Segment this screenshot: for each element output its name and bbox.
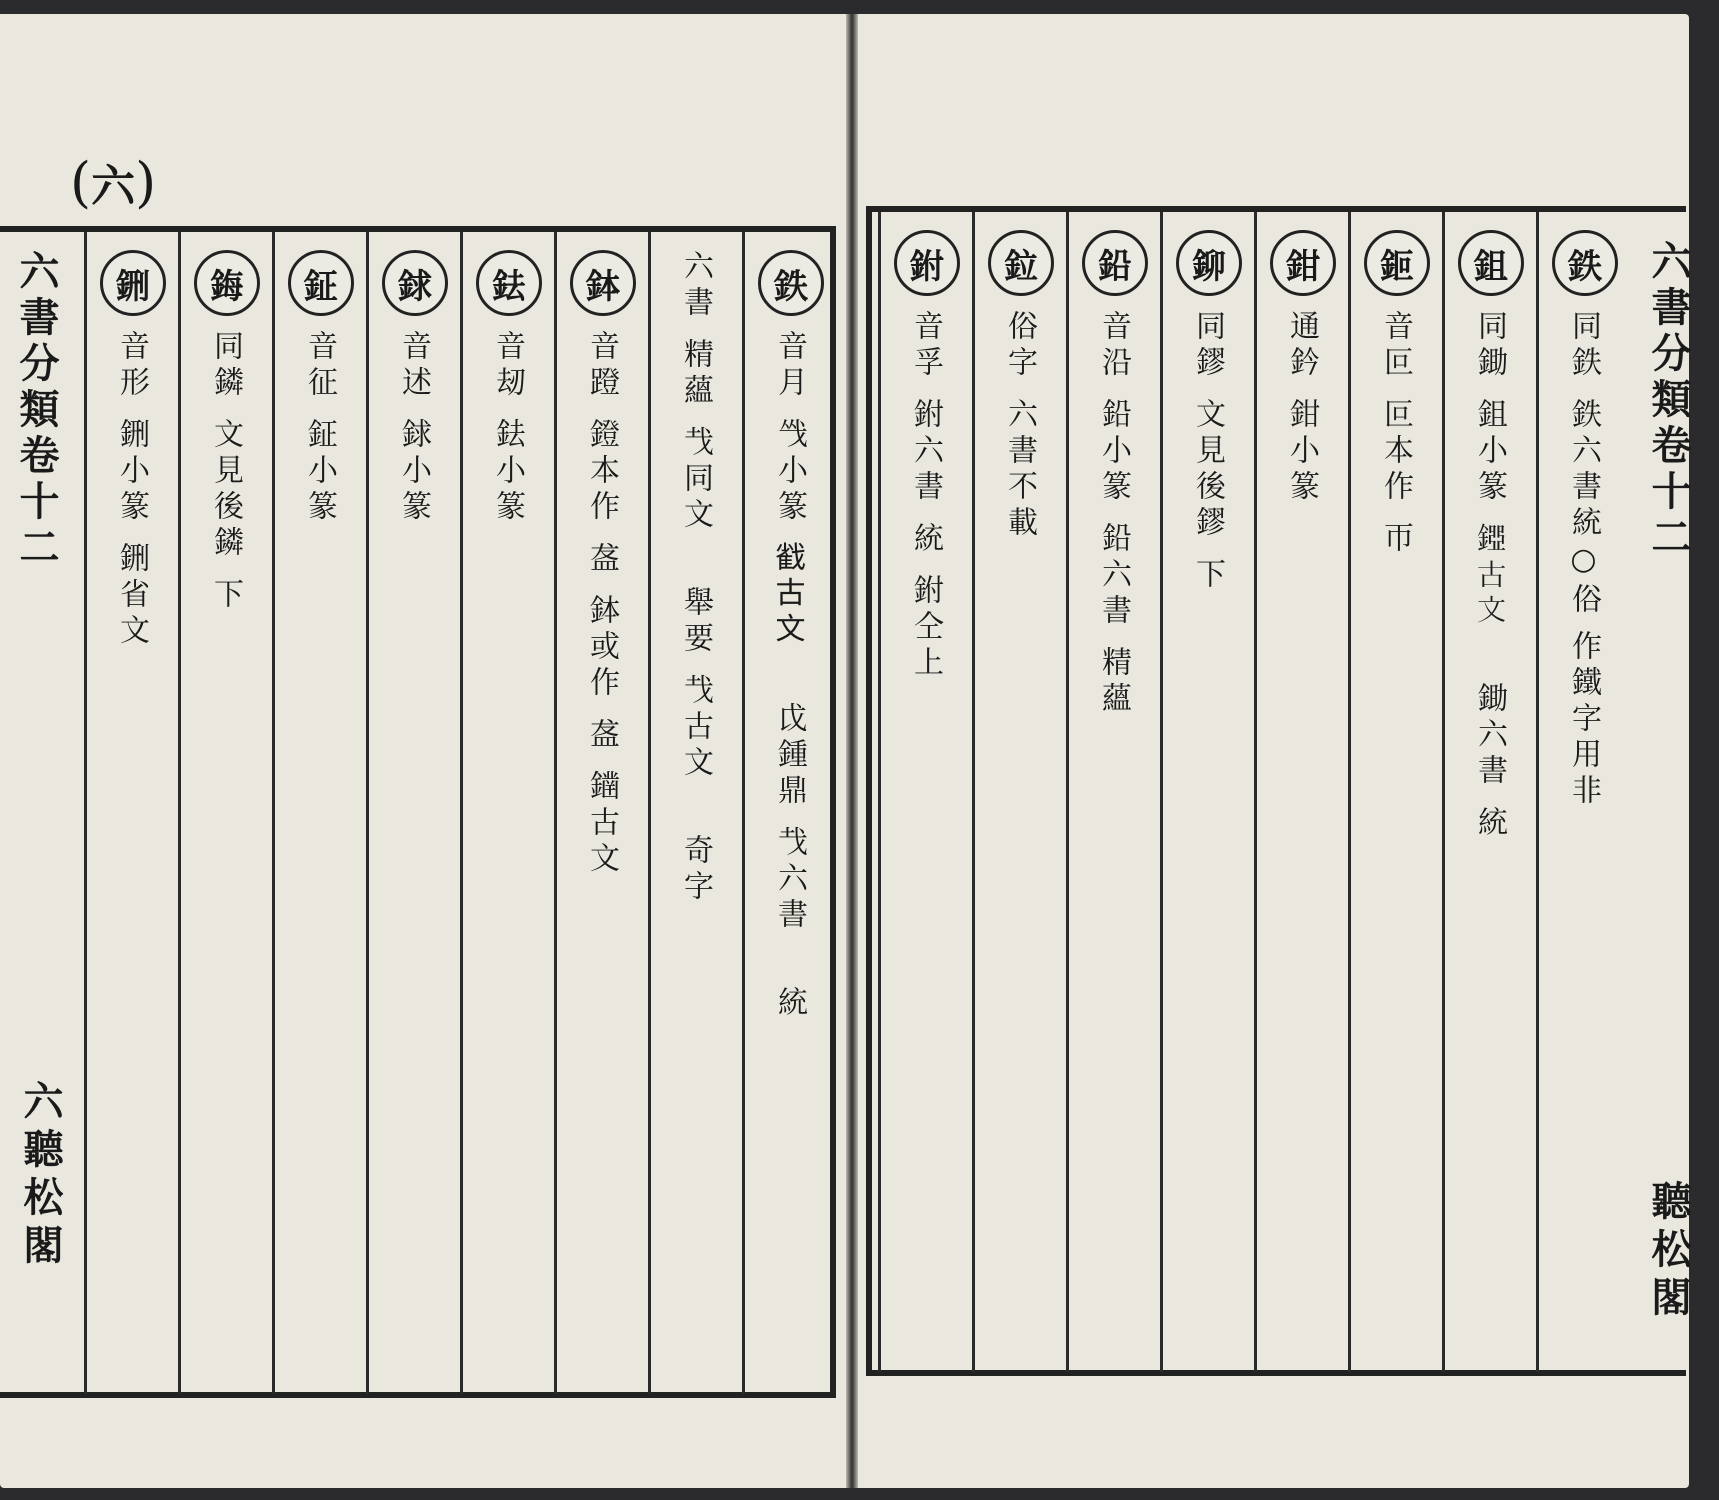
entry-text: 音孚 [908,310,943,382]
column-divider [1442,212,1445,1372]
entry-head-character: 鉏 [1458,230,1524,296]
entry-text: 舉要 [678,586,713,658]
entry-text: 俗字 [1002,310,1037,382]
entry-text: 同鋤 [1472,310,1507,382]
entry-text: 鉏小篆 [1472,398,1507,506]
column-divider [742,232,745,1394]
entry-text: 音蹬 [584,330,619,402]
right-text-frame [866,206,1686,1376]
entry-text: 文見後鏻 [208,418,243,562]
entry-text: 六書不載 [1002,398,1037,542]
entry-head-character: 鉗 [1270,230,1336,296]
column-divider [460,232,463,1394]
entry-text: 㦰小篆 [772,418,807,526]
entry-head-character: 銶 [382,250,448,316]
entry-text: 叵本作 [1378,398,1413,506]
entry-text: 下 [1190,558,1225,594]
entry-text: 鉶省文 [114,542,149,650]
entry-text: 統 [908,522,943,558]
entry-text: 同鏻 [208,330,243,402]
entry-text: 鐙本作 [584,418,619,526]
entry-head-character: 鉚 [1176,230,1242,296]
book-gutter [846,14,858,1488]
column-divider [1536,212,1539,1372]
column-divider [366,232,369,1394]
entry-text: 鉛六書 [1096,522,1131,630]
entry-text: 文見後鏐 [1190,398,1225,542]
column-divider [1066,212,1069,1372]
entry-text: 盋 [584,542,619,578]
entry-text: 鉢或作 [584,594,619,702]
entry-text: 鉣小篆 [490,418,525,526]
column-divider [648,232,651,1394]
right-edge-footer: 聽松閣 [1645,1180,1692,1324]
entry-head-character: 鉜 [894,230,960,296]
entry-head-character: 鉝 [988,230,1054,296]
right-edge-title: 六書分類卷十二 [1645,240,1692,562]
entry-text: 鉜仝上 [908,574,943,682]
page-number: (六) [70,151,157,214]
entry-text: 精蘊 [1096,646,1131,718]
entry-text: 鉦小篆 [302,418,337,526]
entry-text: 鉛小篆 [1096,398,1131,506]
entry-text: 𢦏六書 [772,826,807,934]
entry-text: 鋤六書 [1472,682,1507,790]
entry-text: 音月 [772,330,807,402]
entry-text: 音征 [302,330,337,402]
entry-text: 統 [772,986,807,1022]
entry-text: 下 [208,578,243,614]
column-divider [1160,212,1163,1372]
entry-text: 𨪐古文 [1472,522,1507,630]
entry-head-character: 鉢 [570,250,636,316]
entry-text: 戉鍾鼎 [772,702,807,810]
entry-text: 統 [1472,806,1507,842]
entry-text: 音形 [114,330,149,402]
entry-text: 鉶小篆 [114,418,149,526]
column-divider [554,232,557,1394]
entry-text: 音沿 [1096,310,1131,382]
entry-text: 同鏐 [1190,310,1225,382]
entry-text: 同鉄 [1566,310,1601,382]
left-edge-title: 六書分類卷十二 [13,250,60,572]
left-edge-footer: 六聽松閣 [17,1080,64,1272]
column-divider [178,232,181,1394]
entry-text: 𢦏古文 [678,674,713,782]
entry-text: 作鐵字用非 [1566,630,1601,810]
entry-head-character: 鉄 [1552,230,1618,296]
entry-text: 盋 [584,718,619,754]
entry-text: 奇字 [678,834,713,906]
entry-head-character: 鉕 [1364,230,1430,296]
entry-head-character: 鋂 [194,250,260,316]
entry-text: 音刼 [490,330,525,402]
entry-head-character: 鉶 [100,250,166,316]
entry-head-character: 鉦 [288,250,354,316]
entry-head-character: 鉣 [476,250,542,316]
column-divider [878,212,881,1372]
entry-text: 帀 [1378,522,1413,558]
entry-text: 銶小篆 [396,418,431,526]
column-divider [272,232,275,1394]
entry-text: 音叵 [1378,310,1413,382]
column-divider [972,212,975,1372]
entry-text: 六書 [678,250,713,322]
entry-text: 鉗小篆 [1284,398,1319,506]
entry-text: 𨬭古文 [584,770,619,878]
column-divider [1348,212,1351,1372]
entry-head-character: 鉄 [758,250,824,316]
entry-head-character: 鉛 [1082,230,1148,296]
entry-text: 𢦏同文 [678,426,713,534]
entry-text: 通鈐 [1284,310,1319,382]
column-divider [1254,212,1257,1372]
entry-text: 𢧵古文 [772,542,807,650]
entry-text: 音述 [396,330,431,402]
entry-text: 精蘊 [678,338,713,410]
entry-text: 鉄六書統○俗 [1566,398,1601,619]
column-divider [84,232,87,1394]
entry-text: 鉜六書 [908,398,943,506]
